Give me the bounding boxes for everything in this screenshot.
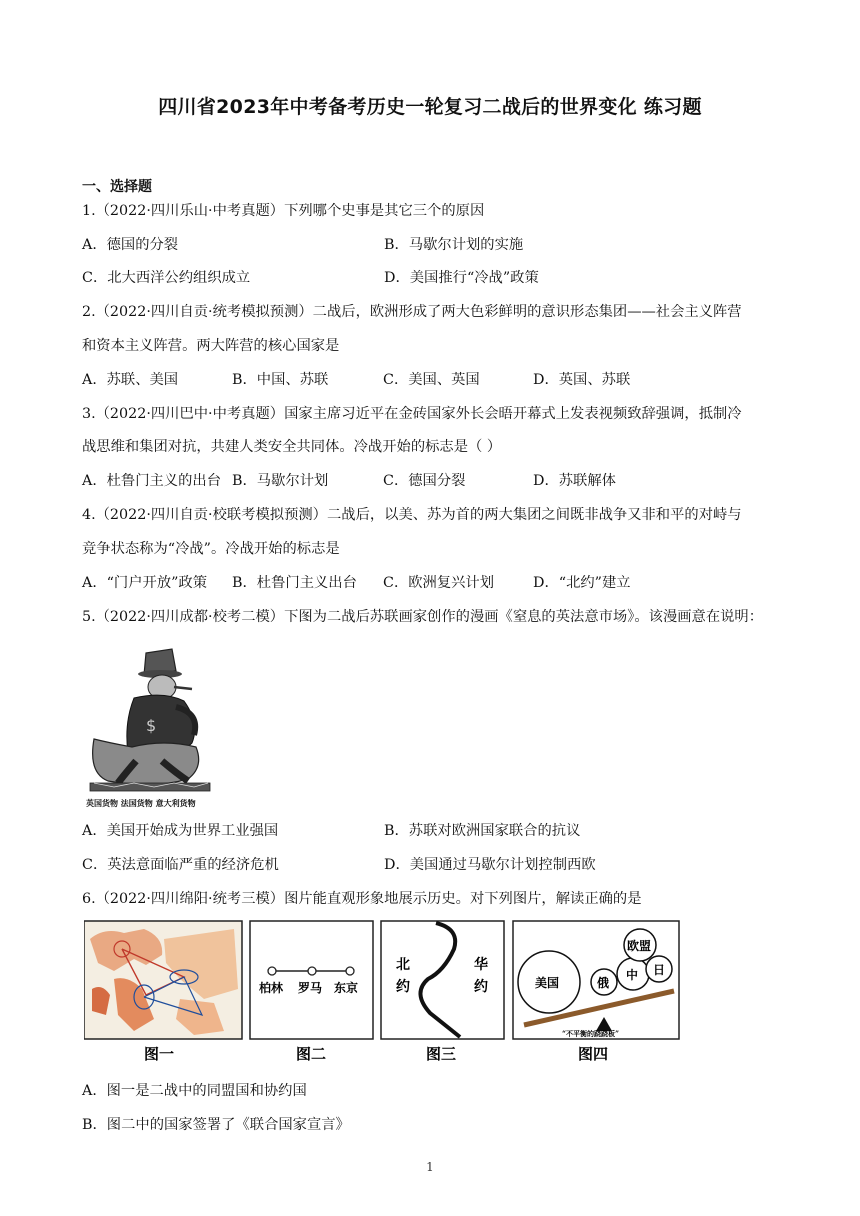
q1-option-c: C．北大西洋公约组织成立 [82, 270, 251, 286]
q1-stem: 1.（2022·四川乐山·中考真题）下列哪个史事是其它三个的原因 [82, 203, 485, 219]
q4-option-d: D．“北约”建立 [533, 575, 631, 591]
q6-option-b: B．图二中的国家签署了《联合国家宣言》 [82, 1117, 350, 1133]
q6-option-a: A．图一是二战中的同盟国和协约国 [82, 1083, 307, 1099]
figure-4-label: 图四 [578, 1045, 609, 1063]
q3-option-b: B．马歇尔计划 [232, 473, 329, 489]
figure-3-left-top: 北 [396, 957, 410, 973]
figure-4-seesaw [513, 921, 679, 1039]
figure-2-city-rome: 罗马 [298, 981, 323, 995]
figure-2-axis [250, 921, 373, 1039]
figure-4-usa: 美国 [535, 976, 560, 990]
figure-3-divide [381, 921, 504, 1039]
q3-option-c: C．德国分裂 [383, 473, 466, 489]
q4-stem-line1: 4.（2022·四川自贡·校联考模拟预测）二战后，以美、苏为首的两大集团之间既非战争又非和平的对峙与 [82, 507, 742, 523]
q1-option-a: A．德国的分裂 [82, 237, 179, 253]
q4-option-b: B．杜鲁门主义出台 [232, 575, 357, 591]
q5-stem: 5.（2022·四川成都·校考二模）下图为二战后苏联画家创作的漫画《窒息的英法意市场》。该漫画意在说明： [82, 609, 764, 625]
figure-4-china: 中 [626, 968, 639, 982]
q2-stem-line2: 和资本主义阵营。两大阵营的核心国家是 [82, 338, 340, 354]
figure-4-caption: “不平衡的跷跷板” [562, 1029, 620, 1038]
cartoon-caption: 英国货物 法国货物 意大利货物 [86, 799, 196, 808]
section-heading: 一、选择题 [82, 179, 152, 195]
q2-stem-line1: 2.（2022·四川自贡·统考模拟预测）二战后，欧洲形成了两大色彩鲜明的意识形态集团——社会主义阵营 [82, 304, 742, 320]
q2-option-d: D．英国、苏联 [533, 372, 631, 388]
q6-figures [84, 919, 684, 1067]
figure-3-left-bottom: 约 [396, 979, 410, 995]
cartoon-image [84, 643, 222, 811]
q5-option-c: C．英法意面临严重的经济危机 [82, 857, 279, 873]
figure-3-right-bottom: 约 [474, 979, 488, 995]
q5-option-d: D．美国通过马歇尔计划控制西欧 [384, 857, 596, 873]
q5-option-a: A．美国开始成为世界工业强国 [82, 823, 279, 839]
q4-option-c: C．欧洲复兴计划 [383, 575, 495, 591]
svg-text:$: $ [146, 716, 157, 735]
q3-stem-line2: 战思维和集团对抗，共建人类安全共同体。冷战开始的标志是（ ） [82, 439, 502, 455]
figure-4-eu: 欧盟 [627, 939, 652, 953]
q2-option-c: C．美国、英国 [383, 372, 480, 388]
figure-3-label: 图三 [426, 1045, 457, 1063]
figure-1-map [84, 921, 242, 1039]
q5-option-b: B．苏联对欧洲国家联合的抗议 [384, 823, 581, 839]
figure-4-japan: 日 [653, 963, 666, 977]
q3-option-d: D．苏联解体 [533, 473, 616, 489]
figure-3-right-top: 华 [474, 957, 488, 973]
q1-option-d: D．美国推行“冷战”政策 [384, 270, 539, 286]
figure-2-label: 图二 [296, 1045, 327, 1063]
q4-option-a: A．“门户开放”政策 [82, 575, 208, 591]
figure-1-label: 图一 [144, 1045, 175, 1063]
figure-4-russia: 俄 [597, 976, 610, 990]
page-number: 1 [426, 1160, 434, 1174]
q2-option-a: A．苏联、美国 [82, 372, 179, 388]
q1-option-b: B．马歇尔计划的实施 [384, 237, 524, 253]
q3-stem-line1: 3.（2022·四川巴中·中考真题）国家主席习近平在金砖国家外长会晤开幕式上发表视频致辞强调，抵制冷 [82, 406, 742, 422]
q4-stem-line2: 竞争状态称为“冷战”。冷战开始的标志是 [82, 541, 340, 557]
figure-2-city-berlin: 柏林 [259, 981, 284, 995]
figure-2-city-tokyo: 东京 [334, 981, 359, 995]
document-title: 四川省2023年中考备考历史一轮复习二战后的世界变化 练习题 [158, 96, 702, 118]
q2-option-b: B．中国、苏联 [232, 372, 329, 388]
q3-option-a: A．杜鲁门主义的出台 [82, 473, 221, 489]
q6-stem: 6.（2022·四川绵阳·统考三模）图片能直观形象地展示历史。对下列图片，解读正确的是 [82, 891, 642, 907]
